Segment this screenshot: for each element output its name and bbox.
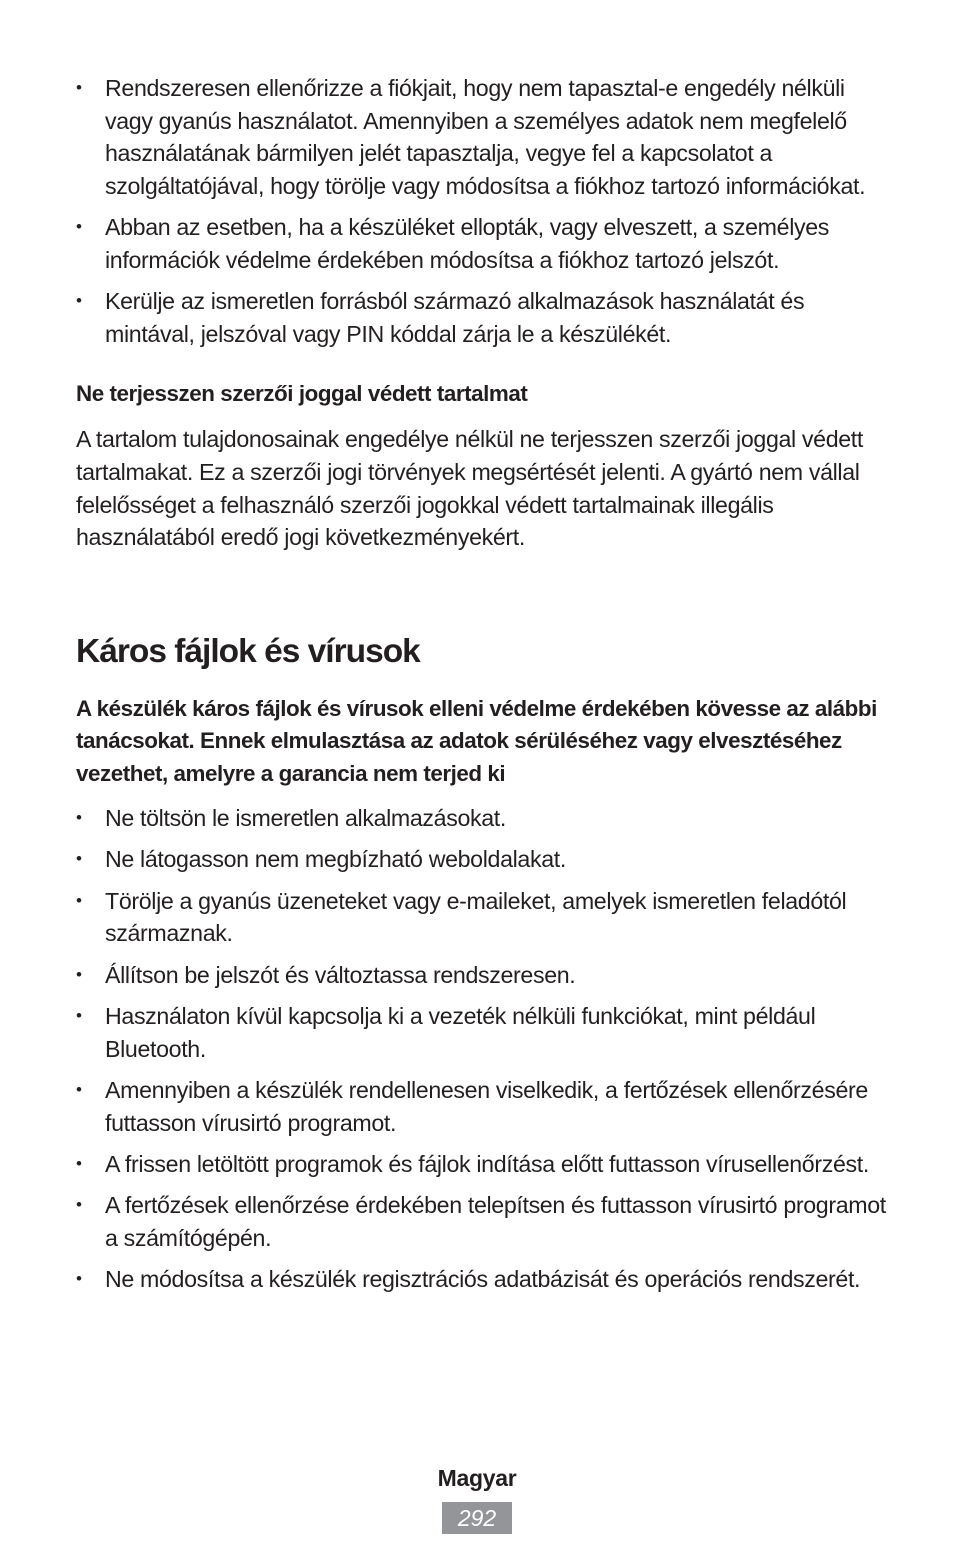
footer-language: Magyar (437, 1465, 517, 1491)
copyright-paragraph: A tartalom tulajdonosainak engedélye nélkül ne terjesszen szerzői joggal védett tartalmakat. Ez a szerzői jogi törvények megsértését jelenti. A gyártó nem vállal felelősséget a felhasználó szerzői jogokkal védett tartalmainak illegális használatából eredő jogi következményekért. (76, 426, 863, 551)
list-item: • Kerülje az ismeretlen forrásból származó alkalmazások használatát és mintával, jelszóval vagy PIN kóddal zárja le a készülékét. (76, 285, 886, 350)
account-safety-list (76, 72, 886, 350)
section-title: Káros fájlok és vírusok (76, 632, 420, 670)
page-number-badge: 292 (442, 1502, 512, 1534)
page-content (76, 70, 886, 1305)
list-item: • A frissen letöltött programok és fájlok indítása előtt futtasson vírusellenőrzést. (76, 1148, 886, 1181)
list-item: • Állítson be jelszót és változtassa rendszeresen. (76, 959, 886, 992)
list-item: • Amennyiben a készülék rendellenesen viselkedik, a fertőzések ellenőrzésére futtasson vírusirtó programot. (76, 1074, 886, 1139)
list-item: • Ne látogasson nem megbízható weboldalakat. (76, 843, 886, 876)
list-item: • Ne módosítsa a készülék regisztrációs adatbázisát és operációs rendszerét. (76, 1263, 886, 1296)
list-item: • Ne töltsön le ismeretlen alkalmazásokat. (76, 802, 886, 835)
section-intro: A készülék káros fájlok és vírusok elleni védelme érdekében kövesse az alábbi tanácsokat. Ennek elmulasztása az adatok sérüléséhez vagy elvesztéséhez vezethet, amelyre a garancia nem terjed ki (76, 695, 877, 786)
list-item: • Használaton kívül kapcsolja ki a vezeték nélküli funkciókat, mint például Bluetooth. (76, 1000, 886, 1065)
list-item: • Rendszeresen ellenőrizze a fiókjait, hogy nem tapasztal-e engedély nélküli vagy gyanús használatot. Amennyiben a személyes adatok nem megfelelő használatának bármilyen jelét tapasztalja, vegye fel a kapcsolatot a szolgáltatójával, hogy törölje vagy módosítsa a fiókhoz tartozó információkat. (76, 72, 886, 202)
malware-tips-list (76, 802, 886, 1296)
list-item: • Törölje a gyanús üzeneteket vagy e-maileket, amelyek ismeretlen feladótól származnak. (76, 885, 886, 950)
copyright-heading: Ne terjesszen szerzői joggal védett tartalmat (76, 381, 528, 407)
list-item: • A fertőzések ellenőrzése érdekében telepítsen és futtasson vírusirtó programot a számítógépén. (76, 1189, 886, 1254)
list-item: • Abban az esetben, ha a készüléket ellopták, vagy elveszett, a személyes információk védelme érdekében módosítsa a fiókhoz tartozó jelszót. (76, 211, 886, 276)
